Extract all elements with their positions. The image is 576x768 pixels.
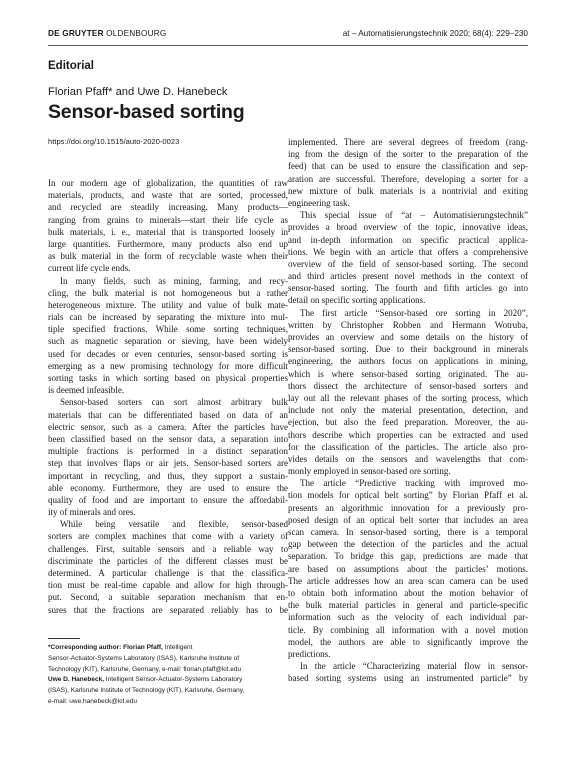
text-line: challenges. First, suitable sensors and a reliable way to: [48, 543, 288, 554]
text-line: overview of the field of sensor-based sorting. The second: [288, 258, 528, 269]
text-line: engineering task.: [288, 197, 350, 208]
text-line: In many fields, such as mining, farming, and recy-: [60, 275, 288, 286]
publisher-name-rest: OLDENBOURG: [106, 29, 167, 38]
text-line: the bulk material particles in general and particle-specific: [288, 600, 528, 611]
text-line: to obtain both information about the motion behavior of: [288, 587, 528, 598]
text-line: materials that can be differentiated based on data of an: [48, 409, 288, 420]
text-line: provides an overview and some details on the history of: [288, 332, 528, 342]
text-line: ity of minerals and ores.: [48, 507, 136, 518]
text-line: and recycled are steadily increasing. Many products—: [48, 202, 288, 213]
body-column-right: [288, 136, 528, 684]
text-line: presents an algorithmic innovation for a previously pro-: [288, 502, 528, 513]
text-line: In the article “Characterizing material flow in sensor-: [300, 661, 528, 672]
text-line: which is where sensor-based sorting originated. The au-: [288, 368, 528, 379]
text-line: tion must be real-time capable and allow for high through-: [48, 580, 288, 591]
text-line: put. Second, a suitable separation mechanism that en-: [48, 592, 288, 603]
text-line: separation. To bridge this gap, predictions are made that: [288, 551, 528, 562]
text-line: The article “Predictive tracking with improved mo-: [300, 478, 528, 489]
footnote-line: Technology (KIT), Karlsruhe, Germany, e-mail: florian.pfaff@kit.edu: [48, 665, 242, 673]
text-line: Sensor-based sorters can sort almost arbitrary bulk: [60, 397, 288, 408]
text-line: engineering, the authors focus on applications in mining,: [288, 356, 528, 367]
text-line: thors dissect the architecture of sensor-based sorters and: [288, 380, 528, 391]
footnote-text: Intelligent: [162, 644, 193, 651]
text-line: rials can be increased by separating the mixture into mul-: [48, 312, 288, 323]
text-line: discriminate the particles of the different classes must be: [48, 555, 288, 566]
text-line: ticle. By combining all information with a novel motion: [288, 624, 528, 635]
text-line: based sorting systems using an instrumented particle” by: [288, 673, 528, 684]
publisher-name: [48, 29, 166, 38]
text-line: implemented. There are several degrees of freedom (rang-: [288, 137, 528, 147]
text-line: predictions.: [288, 648, 331, 659]
footnote-text: Intelligent Sensor-Actuator-Systems Laboratory: [104, 676, 243, 684]
author-list: Florian Pfaff* and Uwe D. Hanebeck: [48, 86, 228, 98]
text-line: sorters are complex machines that come with a variety of: [48, 531, 288, 542]
text-line: current life cycle ends.: [48, 263, 131, 274]
text-line: materials, products, and waste that are sorted, processed,: [48, 190, 288, 201]
text-line: feed) that can be used to ensure the classification and sep-: [288, 161, 528, 172]
text-line: ejection, but also the feed preparation. Moreover, the au-: [288, 417, 528, 428]
text-line: determined. A particular challenge is that the classifica-: [48, 568, 288, 578]
text-line: tions. We begin with an article that offers a comprehensive: [288, 246, 528, 257]
text-line: quality of food and are important to ensure the affordabil-: [48, 494, 288, 505]
text-line: important in recycling, and thus, they support a sustain-: [48, 470, 288, 481]
publisher-name-bold: DE GRUYTER: [48, 29, 104, 38]
text-line: include not only the material presentation, detection, and: [288, 405, 528, 416]
footnote-divider: [48, 638, 80, 639]
text-line: step that involves flaps or air jets. Sensor-based sorters are: [48, 458, 288, 469]
body-column-left: [48, 177, 288, 616]
text-line: The article addresses how an area scan camera can be used: [288, 575, 528, 586]
text-line: large quantities. Furthermore, many products also end up: [48, 238, 288, 249]
text-line: posed design of an optical belt sorter that includes an area: [288, 514, 528, 525]
second-author-label: Uwe D. Hanebeck,: [48, 676, 104, 684]
text-line: sorting tasks in which sorting based on physical properties: [48, 373, 288, 383]
text-line: detail on specific sorting applications.: [288, 295, 426, 306]
text-line: heterogeneous mixture. The utility and value of bulk mate-: [48, 299, 288, 310]
text-line: tiple specified fractions. While some sorting techniques,: [48, 324, 288, 335]
text-line: as bulk material in the form of recyclable waste when their: [48, 251, 288, 262]
header-divider: [48, 45, 528, 46]
text-line: multiple fractions is performed in a distinct separation: [48, 446, 288, 457]
text-line: emerging as a new promising technology for more difficult: [48, 360, 288, 371]
text-line: thors describe which properties can be extracted and used: [288, 429, 528, 440]
text-line: new mixture of bulk materials is a nontrivial and exiting: [288, 185, 528, 196]
text-line: scan camera. In sensor-based sorting, there is a temporal: [288, 527, 528, 537]
text-line: While being versatile and flexible, sensor-based: [60, 519, 288, 530]
footnote-line: e-mail: uwe.hanebeck@kit.edu: [48, 697, 137, 705]
text-line: sures that the fractions are separated reliably has to be: [48, 604, 288, 615]
text-line: In our modern age of globalization, the quantities of raw: [48, 178, 288, 188]
text-line: and in-depth information on specific practical applica-: [288, 234, 528, 245]
text-line: written by Christopher Robben and Hermann Wotruba,: [288, 319, 528, 330]
text-line: bulk materials, i. e., material that is transported loosely in: [48, 226, 288, 237]
text-line: been classified based on the sensor data, a separation into: [48, 433, 288, 444]
author-affiliations: [48, 643, 288, 708]
text-line: sensor-based sorting. Due to their background in minerals: [288, 344, 528, 355]
text-line: vides details on the sensors and wavelengths that com-: [288, 453, 528, 464]
text-line: provides a broad overview of the topic, innovative ideas,: [288, 222, 528, 233]
footnote-line: (ISAS), Karlsruhe Institute of Technology (KIT), Karlsruhe, Germany,: [48, 687, 245, 695]
text-line: gap between the detection of the particles and the actual: [288, 539, 528, 550]
text-line: sensor-based sorting. The fourth and fifth articles go into: [288, 283, 528, 294]
text-line: model, the authors are able to significantly improve the: [288, 636, 528, 647]
footnote-line: [48, 643, 288, 654]
text-line: such as magnetic separation or sieving, have been widely: [48, 336, 288, 347]
text-line: This special issue of “at – Automatisierungstechnik”: [300, 210, 528, 221]
text-line: ranging from grains to minerals—start their life cycle as: [48, 214, 288, 225]
doi-link[interactable]: https://doi.org/10.1515/auto-2020-0023: [48, 137, 180, 146]
text-line: and third articles present novel methods in the context of: [288, 271, 528, 282]
footnote-line: Sensor-Actuator-Systems Laboratory (ISAS), Karlsruhe Institute of: [48, 654, 240, 662]
text-line: is deemed infeasible.: [48, 385, 125, 396]
footnote-line: [48, 675, 288, 686]
journal-reference: at – Automatisierungstechnik 2020; 68(4): 229–230: [342, 29, 528, 38]
text-line: electric sensor, such as a camera. After the particles have: [48, 421, 288, 432]
running-header: [48, 29, 528, 45]
text-line: cling, the bulk material is not homogeneous but a rather: [48, 287, 288, 298]
text-line: for the classification of the particles. The article also pro-: [288, 441, 528, 452]
text-line: The first article “Sensor-based ore sorting in 2020”,: [300, 307, 528, 318]
article-title: Sensor-based sorting: [48, 101, 245, 123]
text-line: aration are successful. Therefore, developing a sorter for a: [288, 173, 528, 184]
text-line: information such as the velocity of each individual par-: [288, 612, 528, 623]
text-line: used for decades or even centuries, sensor-based sorting is: [48, 348, 288, 359]
text-line: ing from the design of the sorter to the preparation of the: [288, 149, 528, 160]
corresponding-author-label: *Corresponding author: Florian Pfaff,: [48, 644, 163, 651]
text-line: able economy. Furthermore, they are used to ensure the: [48, 482, 288, 493]
section-label: Editorial: [48, 60, 95, 72]
text-line: lay out all the relevant phases of the sorting process, which: [288, 392, 528, 403]
text-line: are based on assumptions about the particles’ motions.: [288, 563, 528, 574]
text-line: tion models for optical belt sorting” by Florian Pfaff et al.: [288, 490, 528, 501]
text-line: monly employed in sensor-based ore sorting.: [288, 466, 451, 477]
